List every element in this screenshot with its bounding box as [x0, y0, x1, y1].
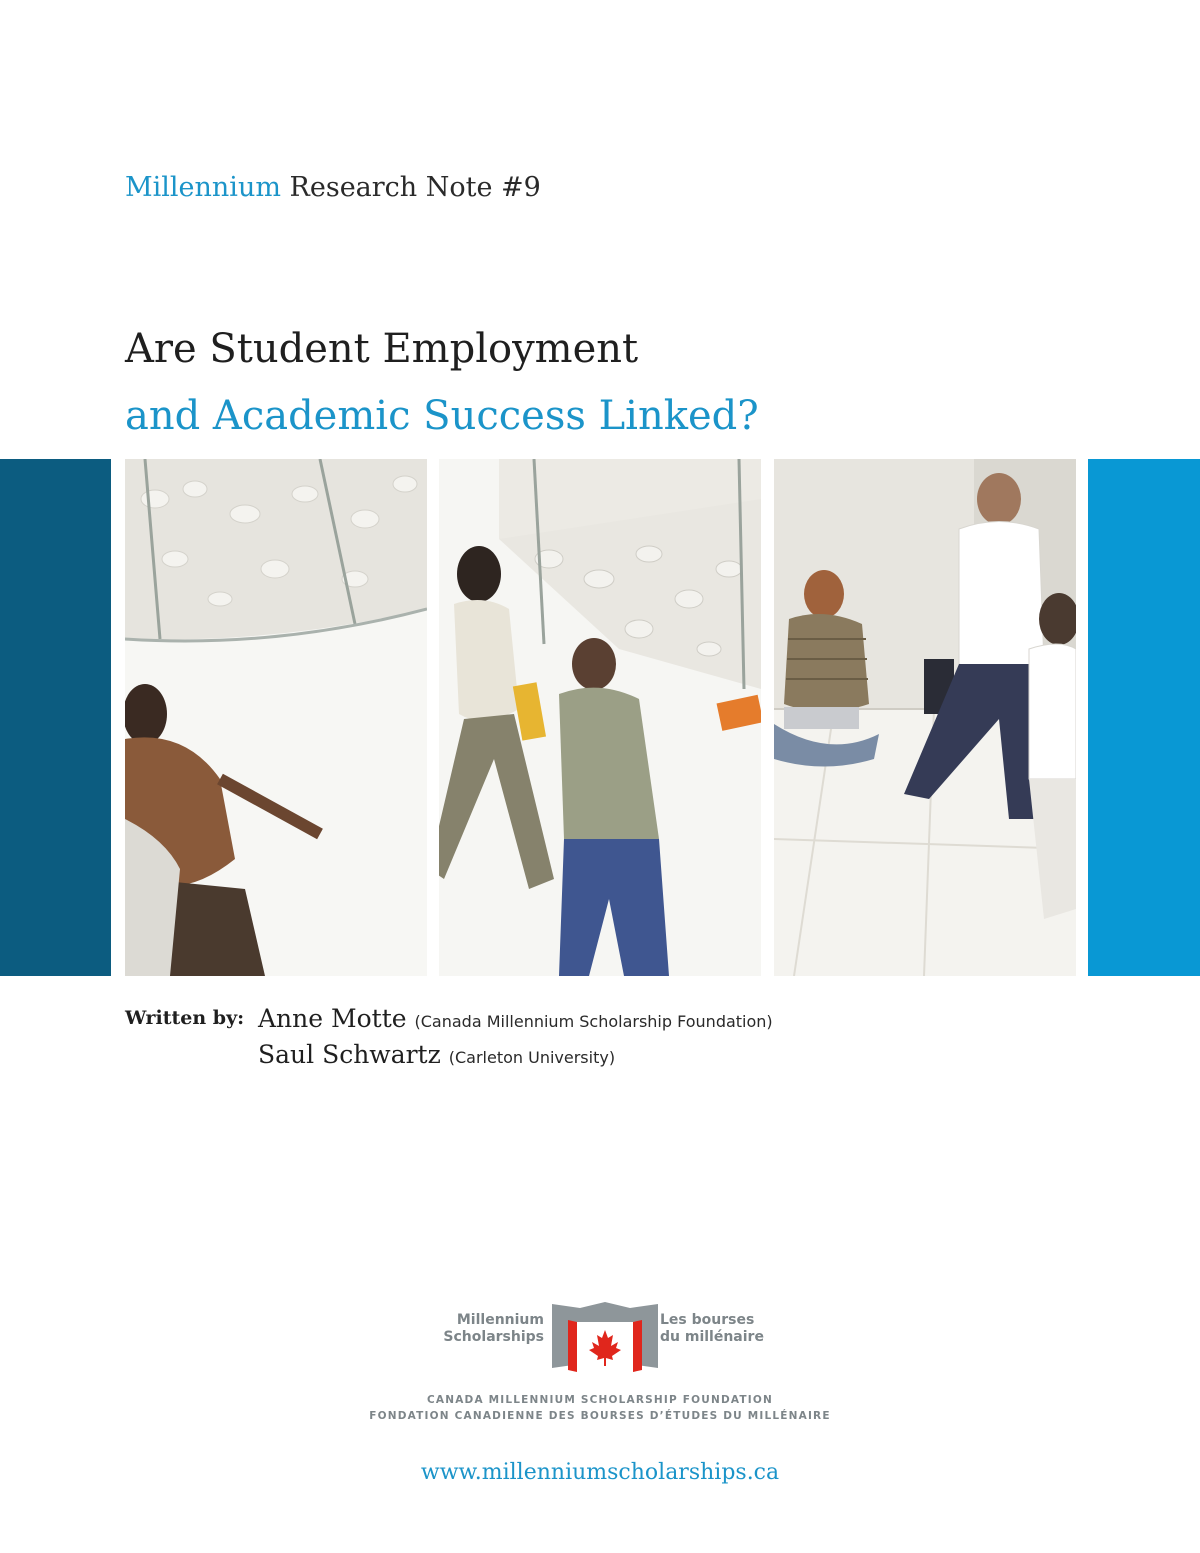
foundation-name-english: CANADA MILLENNIUM SCHOLARSHIP FOUNDATION	[427, 1394, 773, 1406]
title-line-1: Are Student Employment	[125, 326, 639, 372]
website-link[interactable]: www.millenniumscholarships.ca	[420, 1460, 780, 1485]
logo-text-french: Les bourses du millénaire	[660, 1312, 764, 1345]
series-number: Research Note #9	[289, 172, 541, 203]
author-name: Saul Schwartz	[258, 1040, 441, 1069]
author-affiliation: (Carleton University)	[448, 1048, 616, 1067]
author-name: Anne Motte	[258, 1004, 407, 1033]
title-line-2: and Academic Success Linked?	[125, 393, 759, 439]
light-blue-side-bar	[1088, 459, 1200, 976]
logo-text-english: Millennium Scholarships	[443, 1312, 544, 1345]
photo-panel-two-students	[439, 459, 761, 976]
series-label	[125, 172, 541, 203]
series-brand: Millennium	[125, 172, 281, 203]
photo-panel-students-walking	[125, 459, 427, 976]
author-affiliation: (Canada Millennium Scholarship Foundation)	[414, 1012, 773, 1031]
author-2	[258, 1040, 615, 1069]
author-1	[258, 1004, 773, 1033]
photo-panel-student-laptop	[774, 459, 1076, 976]
dark-blue-side-bar	[0, 459, 111, 976]
foundation-name-french: FONDATION CANADIENNE DES BOURSES D’ÉTUDES DU MILLÉNAIRE	[369, 1410, 831, 1422]
written-by-label: Written by:	[125, 1007, 245, 1029]
